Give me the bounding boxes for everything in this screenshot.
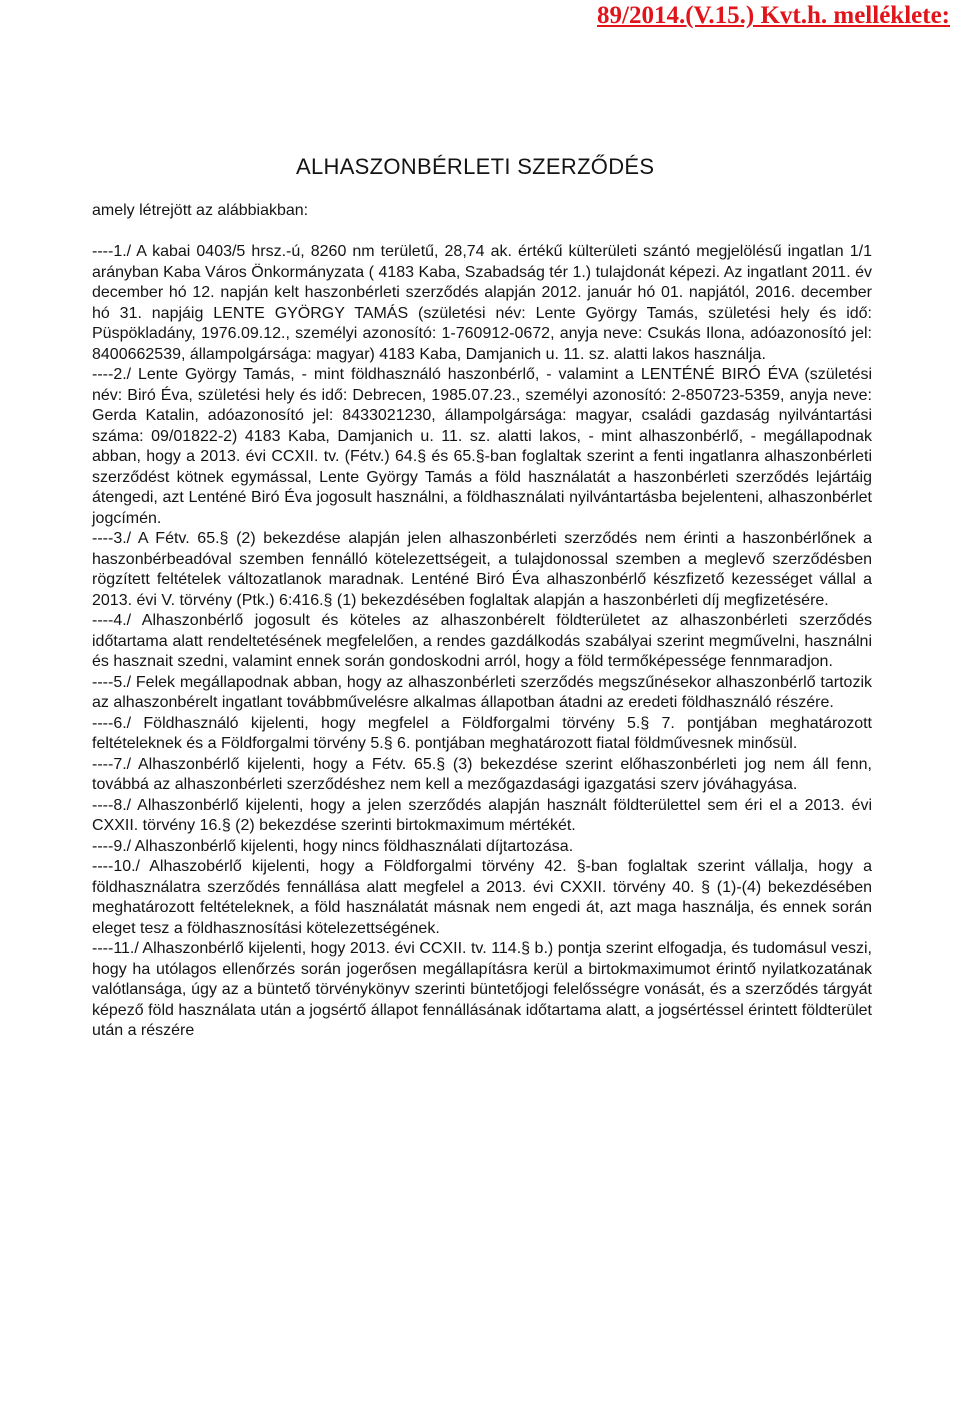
paragraph-5: ----5./ Felek megállapodnak abban, hogy az alhaszonbérleti szerződés megszűnésekor alhaszonbérlő tartozik az alhaszonbérelt ingatlant továbbművelésre alkalmas állapotban átadni az eredeti földhasználó részére. xyxy=(92,673,872,711)
paragraph-10: ----10./ Alhaszobérlő kijelenti, hogy a Földforgalmi törvény 42. §-ban foglaltak szerint vállalja, hogy a földhasználatra szerződés fennállása alatt megfelel a 2013. évi CXXII. törvény 40. § (1)-(4) bekezdésében meghatározott feltételeknek, a föld használatát másnak nem engedi át, azt maga használja, és ennek során eleget tesz a földhasznosítási kötelezettségének. xyxy=(92,858,872,937)
paragraph-8: ----8./ Alhaszonbérlő kijelenti, hogy a jelen szerződés alapján használt földterülettel sem éri el a 2013. évi CXXII. törvény 16.§ (2) bekezdése szerinti birtokmaximum mértékét. xyxy=(92,796,872,834)
paragraph-7: ----7./ Alhaszonbérlő kijelenti, hogy a Fétv. 65.§ (3) bekezdése szerint előhaszonbérleti jog nem áll fenn, továbbá az alhaszonbérleti szerződéshez nem kell a mezőgazdasági igazgatási szerv jóváhagyása. xyxy=(92,755,872,793)
paragraph-3: ----3./ A Fétv. 65.§ (2) bekezdése alapján jelen alhaszonbérleti szerződés nem érinti a haszonbérlőnek a haszonbérbeadóval szemben fennálló kötelezettségeit, a tulajdonossal szemben a meglevő szerződésben rögzített feltételek változatlanok maradnak. Lenténé Biró Éva alhaszonbérlő készfizető kezességet vállal a 2013. évi V. törvény (Ptk.) 6:416.§ (1) bekezdésében foglaltak alapján a haszonbérleti díj megfizetésére. xyxy=(92,530,872,609)
contract-body xyxy=(92,242,872,1042)
paragraph-4: ----4./ Alhaszonbérlő jogosult és köteles az alhaszonbérelt földterületet az alhaszonbérleti szerződés időtartama alatt rendeltetésének megfelelően, a rendes gazdálkodás szabályai szerint megművelni, használni és hasznait szedni, valamint ennek során gondoskodni arról, hogy a föld termőképessége fennmaradjon. xyxy=(92,612,872,670)
annex-header: 89/2014.(V.15.) Kvt.h. melléklete: xyxy=(597,2,950,29)
paragraph-9: ----9./ Alhaszonbérlő kijelenti, hogy nincs földhasználati díjtartozása. xyxy=(92,837,574,855)
intro-line: amely létrejött az alábbiakban: xyxy=(92,202,309,219)
paragraph-2: ----2./ Lente György Tamás, - mint földhasználó haszonbérlő, - valamint a LENTÉNÉ BIRÓ ÉVA (születési név: Biró Éva, születési hely és idő: Debrecen, 1985.07.23., személyi azonosító: 2-850723-5359, anyja neve: Gerda Katalin, adóazonosító jel: 8433021230, állampolgársága: magyar, családi gazdaság nyilvántartási száma: 09/01822-2) 4183 Kaba, Damjanich u. 11. sz. alatti lakos, - mint alhaszonbérlő, - megállapodnak abban, hogy a 2013. évi CCXII. tv. (Fétv.) 64.§ és 65.§-ban foglaltak szerint a fenti ingatlanra alhaszonbérleti szerződést kötnek egymással, Lente György Tamás a föld használatát a haszonbérleti szerződés lejártáig átengedi, azt Lenténé Biró Éva jogosult használni, a földhasználati nyilvántartásba bejelenteni, alhaszonbérlet jogcímén. xyxy=(92,366,872,527)
paragraph-11: ----11./ Alhaszonbérlő kijelenti, hogy 2013. évi CCXII. tv. 114.§ b.) pontja szerint elfogadja, és tudomásul veszi, hogy ha utólagos ellenőrzés során jogerősen megállapításra kerül a birtokmaximumot érintő nyilatkozatának valótlansága, úgy az a büntető törvénykönyv szerinti büntetőjogi felelősségre vonását, és a szerződés tárgyát képező föld használata után a jogsértő állapot fennállásának időtartama alatt, a jogsértéssel érintett földterület után a részére xyxy=(92,940,872,1039)
paragraph-1: ----1./ A kabai 0403/5 hrsz.-ú, 8260 nm területű, 28,74 ak. értékű külterületi szántó megjelölésű ingatlan 1/1 arányban Kaba Város Önkormányzata ( 4183 Kaba, Szabadság tér 1.) tulajdonát képezi. Az ingatlant 2011. év december hó 12. napján kelt haszonbérleti szerződés alapján 2012. január hó 01. napjától, 2016. december hó 31. napjáig LENTE GYÖRGY TAMÁS (születési név: Lente György Tamás, születési hely és idő: Püspökladány, 1976.09.12., személyi azonosító: 1-760912-0672, anyja neve: Csukás Ilona, adóazonosító jel: 8400662539, állampolgársága: magyar) 4183 Kaba, Damjanich u. 11. sz. alatti lakos használja. xyxy=(92,243,872,363)
document-title: ALHASZONBÉRLETI SZERZŐDÉS xyxy=(296,154,655,179)
paragraph-6: ----6./ Földhasználó kijelenti, hogy megfelel a Földforgalmi törvény 5.§ 7. pontjában meghatározott feltételeknek és a Földforgalmi törvény 5.§ 6. pontjában meghatározott fiatal földművesnek minősül. xyxy=(92,714,872,752)
